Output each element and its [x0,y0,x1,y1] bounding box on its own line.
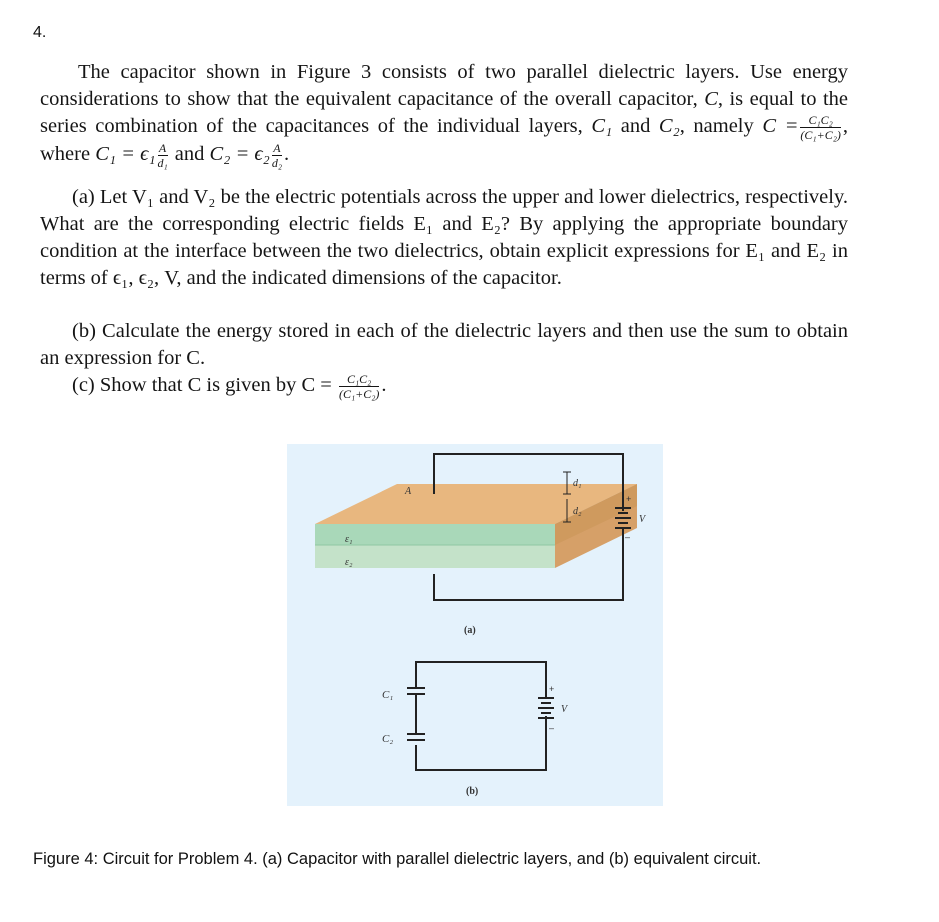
label-C1: C₁ [382,689,394,701]
fraction-c-denominator: (C₁+C₂) [338,386,380,401]
label-d2: d₂ [573,506,582,517]
part-a [40,184,848,292]
label-V-b: V [561,704,568,715]
symbol-C: C [704,88,718,110]
fraction-A2-numerator: A [273,140,281,155]
fraction-A-d1 [158,142,168,169]
label-minus-a: – [625,532,631,542]
label-epsilon-2: ε₂ [345,557,353,568]
fraction-A-d2 [272,142,282,169]
problem-number: 4. [33,24,47,41]
capacitor-c2-symbol [407,734,425,740]
label-plus-b: + [549,684,555,694]
fraction-c-numerator: C₁C₂ [339,373,379,387]
figure-caption: Figure 4: Circuit for Problem 4. (a) Capacitor with parallel dielectric layers, and (b) equivalent circuit. [33,850,762,868]
symbol-C2: C₂ [658,115,680,137]
label-plus-a: + [626,494,632,504]
fraction-numerator: C₁C₂ [800,114,840,128]
fraction-d2-denominator: d₂ [271,155,282,170]
intro-text-5: , where [40,115,848,165]
label-V-a: V [639,514,646,525]
fraction-series-c [339,373,379,400]
label-epsilon-1: ε₁ [345,534,353,545]
wire-b-bottom [416,716,546,770]
intro-text-2: , is equal to the series combination of the capacitances of the individual layers, [40,88,848,137]
label-part-b: (b) [466,786,479,797]
intro-text-4: , namely [679,115,763,137]
fraction-A-numerator: A [158,140,167,155]
equation-C1-lhs: C₁ = ϵ₁ [95,142,156,165]
figure-svg [287,444,663,806]
intro-text-1: The capacitor shown in Figure 3 consists of two parallel dielectric layers. Use energy considerations to show that the equivalent capacitance of the overall capacitor, [40,61,848,110]
fraction-denominator: (C₁+C₂) [800,127,841,142]
intro-text-3: and [612,115,659,137]
part-a-text: (a) Let V₁ and V₂ be the electric potentials across the upper and lower dielectrics, respectively. What are the corresponding electric fields E₁ and E₂? By applying the appropriate boundary condition at the interface between the two dielectrics, obtain explicit expressions for E₁ and E₂ in terms of ϵ₁, ϵ₂, V, and the indicated dimensions of the capacitor. [40,186,848,289]
wire-b-top [416,662,546,698]
label-C2: C₂ [382,733,394,745]
battery-b [538,698,554,718]
equation-C-lhs: C = [762,115,799,137]
part-b [40,318,848,372]
equation-C2-lhs: C₂ = ϵ₂ [209,142,270,165]
problem-intro: The capacitor shown in Figure 3 consists of two parallel dielectric layers. Use energy considerations to show that the equivalent capacitance of the overall capacitor, C, is equal to the series combination of the capacitances of the individual layers, C₁ and C₂, namely C = $\frac{\text{C₁C₂}}{\text{(C₁+C₂)}}$ , where C₁ = ϵ₁ $\frac{A}{\text{d₁}}$ and C₂ = ϵ₂ $\frac{A}{\text{d₂}}$ . [40,61,848,170]
label-d1: d₁ [573,478,582,489]
symbol-C1: C₁ [591,115,613,137]
label-part-a: (a) [464,625,476,636]
label-minus-b: – [549,723,555,733]
fraction-d1-denominator: d₁ [157,155,168,170]
capacitor-c1-symbol [407,688,425,694]
circuit-b-wires [416,662,546,770]
part-c: (c) Show that C is given by C = $\frac{\text{C₁C₂}}{\text{(C₁+C₂)}}$ . [72,371,387,401]
part-b-text: (b) Calculate the energy stored in each of the dielectric layers and then use the sum to obtain an expression for C. [40,320,848,369]
figure-panel [287,444,663,806]
fraction-series [800,114,840,141]
label-area-A: A [405,486,412,497]
intro-text-6: and [169,142,210,165]
part-c-text: (c) Show that C is given by C = [72,374,337,396]
